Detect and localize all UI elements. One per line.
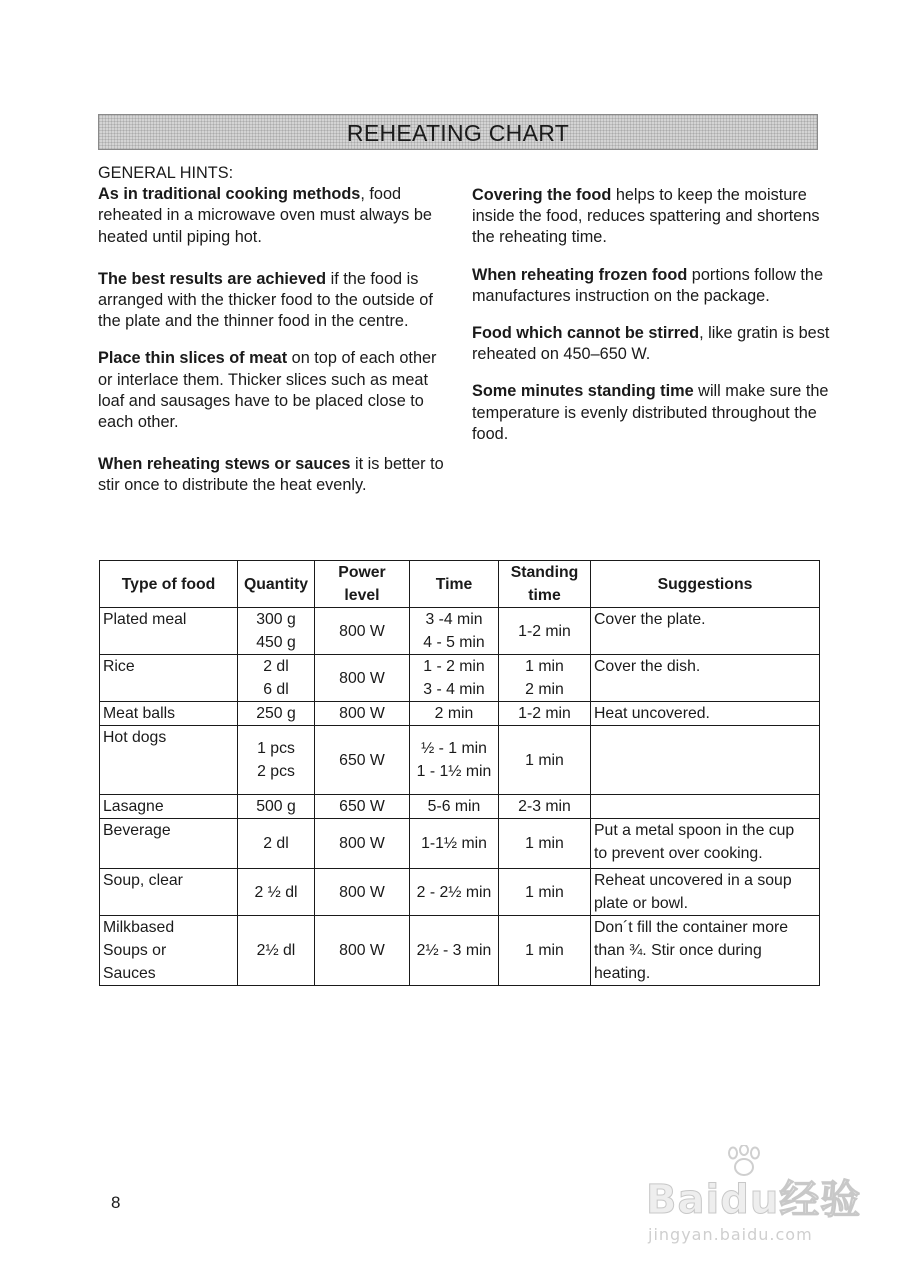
hints-right-column — [472, 185, 832, 445]
cell-time: 1-1½ min — [410, 819, 499, 869]
cell-time: 3 -4 min 4 - 5 min — [410, 608, 499, 655]
table-row — [100, 726, 820, 795]
cell-time: 5-6 min — [410, 795, 499, 819]
reheating-table — [99, 560, 820, 986]
cell-food: Soup, clear — [100, 869, 238, 916]
cell-food: Rice — [100, 655, 238, 702]
watermark-url: jingyan.baidu.com — [648, 1225, 813, 1244]
cell-quantity: 2 dl 6 dl — [238, 655, 315, 702]
cell-suggestion: Don´t fill the container more than ¾. Stir once during heating. — [591, 916, 820, 986]
watermark-logo: Baidu经验 — [646, 1177, 862, 1223]
hint-paragraph: Covering the food helps to keep the moisture inside the food, reduces spattering and shortens the reheating time. — [472, 186, 820, 247]
hint-paragraph: Some minutes standing time will make sure the temperature is evenly distributed throughout the food. — [472, 382, 829, 443]
cell-time: 1 - 2 min 3 - 4 min — [410, 655, 499, 702]
table-row — [100, 869, 820, 916]
cell-quantity: 2 ½ dl — [238, 869, 315, 916]
header-standing-time: Standing time — [499, 561, 591, 608]
cell-suggestion: Cover the dish. — [591, 655, 820, 702]
cell-power: 800 W — [315, 869, 410, 916]
cell-food: Lasagne — [100, 795, 238, 819]
table-row — [100, 608, 820, 655]
cell-power: 650 W — [315, 726, 410, 795]
cell-quantity: 2½ dl — [238, 916, 315, 986]
header-suggestions: Suggestions — [591, 561, 820, 608]
table-row — [100, 655, 820, 702]
cell-suggestion: Cover the plate. — [591, 608, 820, 655]
cell-food: Beverage — [100, 819, 238, 869]
cell-power: 800 W — [315, 608, 410, 655]
table-row — [100, 795, 820, 819]
cell-power: 800 W — [315, 916, 410, 986]
cell-standing: 1-2 min — [499, 702, 591, 726]
cell-power: 800 W — [315, 702, 410, 726]
cell-standing: 1 min — [499, 726, 591, 795]
cell-standing: 1-2 min — [499, 608, 591, 655]
cell-food: Milkbased Soups or Sauces — [100, 916, 238, 986]
hint-paragraph: Food which cannot be stirred, like gratin is best reheated on 450–650 W. — [472, 324, 830, 364]
header-power-level: Power level — [315, 561, 410, 608]
cell-standing: 1 min 2 min — [499, 655, 591, 702]
cell-power: 650 W — [315, 795, 410, 819]
cell-quantity: 1 pcs 2 pcs — [238, 726, 315, 795]
hint-paragraph: When reheating frozen food portions follow the manufactures instruction on the package. — [472, 265, 824, 305]
cell-standing: 1 min — [499, 819, 591, 869]
table-row — [100, 702, 820, 726]
title-banner — [98, 114, 818, 150]
hints-heading: GENERAL HINTS: — [98, 164, 234, 182]
cell-standing: 1 min — [499, 869, 591, 916]
cell-standing: 1 min — [499, 916, 591, 986]
baidu-watermark — [646, 1168, 861, 1244]
cell-suggestion: Reheat uncovered in a soup plate or bowl. — [591, 869, 820, 916]
cell-food: Hot dogs — [100, 726, 238, 795]
cell-time: 2½ - 3 min — [410, 916, 499, 986]
cell-suggestion: Heat uncovered. — [591, 702, 820, 726]
header-type-of-food: Type of food — [100, 561, 238, 608]
cell-power: 800 W — [315, 819, 410, 869]
cell-time: 2 min — [410, 702, 499, 726]
cell-time: 2 - 2½ min — [410, 869, 499, 916]
cell-quantity: 250 g — [238, 702, 315, 726]
table-header-row — [100, 561, 820, 608]
cell-quantity: 2 dl — [238, 819, 315, 869]
hint-paragraph: When reheating stews or sauces it is better to stir once to distribute the heat evenly. — [98, 455, 444, 495]
cell-suggestion: Put a metal spoon in the cup to prevent over cooking. — [591, 819, 820, 869]
cell-power: 800 W — [315, 655, 410, 702]
hint-paragraph: As in traditional cooking methods, food reheated in a microwave oven must always be heated until piping hot. — [98, 185, 432, 246]
cell-food: Meat balls — [100, 702, 238, 726]
cell-quantity: 300 g 450 g — [238, 608, 315, 655]
hint-paragraph: Place thin slices of meat on top of each other or interlace them. Thicker slices such as meat loaf and sausages have to be placed close to each other. — [98, 349, 437, 432]
cell-quantity: 500 g — [238, 795, 315, 819]
cell-suggestion — [591, 795, 820, 819]
cell-standing: 2-3 min — [499, 795, 591, 819]
cell-suggestion — [591, 726, 820, 795]
header-time: Time — [410, 561, 499, 608]
hint-paragraph: The best results are achieved if the food is arranged with the thicker food to the outside of the plate and the thinner food in the centre. — [98, 269, 433, 331]
header-quantity: Quantity — [238, 561, 315, 608]
table-row — [100, 819, 820, 869]
page-number: 8 — [111, 1193, 121, 1212]
table-row — [100, 916, 820, 986]
cell-food: Plated meal — [100, 608, 238, 655]
cell-time: ½ - 1 min 1 - 1½ min — [410, 726, 499, 795]
hints-left-column — [98, 163, 448, 497]
page-title: REHEATING CHART — [346, 120, 570, 146]
